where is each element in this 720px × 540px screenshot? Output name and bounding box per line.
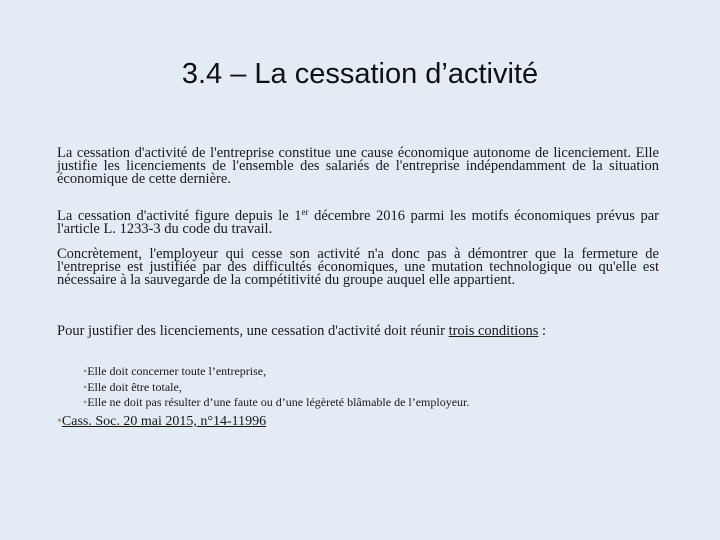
- case-citation: [57, 414, 266, 430]
- legal-basis-text-start: La cessation d'activité figure depuis le 1: [57, 208, 302, 224]
- citation-link[interactable]: Cass. Soc. 20 mai 2015, n°14-11996: [61, 414, 267, 429]
- condition-text: Elle doit être totale,: [87, 379, 182, 394]
- bullet-icon: •: [83, 395, 88, 409]
- paragraph-conditions-intro: [57, 325, 659, 338]
- legal-basis-text-end: décembre 2016 parmi les motifs économiques prévus par l'article L. 1233-3 du code du travail.: [57, 208, 660, 237]
- paragraph-legal-basis: [57, 207, 660, 237]
- bullet-icon: •: [83, 379, 88, 394]
- paragraph-consequence: Concrètement, l'employeur qui cesse son activité n'a donc pas à démontrer que la fermeture de l'entreprise est justifiée par des difficultés économiques, une mutation technologique ou qu'elle est nécessaire à la sauvegarde de la compétitivité du groupe auquel elle appartient.: [57, 246, 659, 288]
- conditions-intro-colon: :: [538, 323, 547, 339]
- conditions-underlined: trois conditions: [448, 323, 539, 339]
- list-item: [83, 364, 469, 380]
- bullet-icon: •: [83, 364, 88, 378]
- conditions-list: [83, 364, 469, 411]
- list-item: [83, 395, 469, 411]
- condition-text: Elle ne doit pas résulter d’une faute ou d’une légèreté blâmable de l’employeur.: [87, 395, 470, 409]
- condition-text: Elle doit concerner toute l’entreprise,: [87, 364, 267, 378]
- paragraph-definition: La cessation d'activité de l'entreprise constitue une cause économique autonome de licenciement. Elle justifie les licenciements de l'ensemble des salariés de l'entreprise indépendamment de la situation économique de cette dernière.: [57, 145, 659, 187]
- bullet-icon: •: [57, 414, 62, 429]
- list-item: [83, 380, 469, 396]
- conditions-intro-text: Pour justifier des licenciements, une cessation d'activité doit réunir: [57, 323, 449, 339]
- slide-title: 3.4 – La cessation d’activité: [181, 58, 539, 90]
- ordinal-superscript: er: [301, 207, 309, 217]
